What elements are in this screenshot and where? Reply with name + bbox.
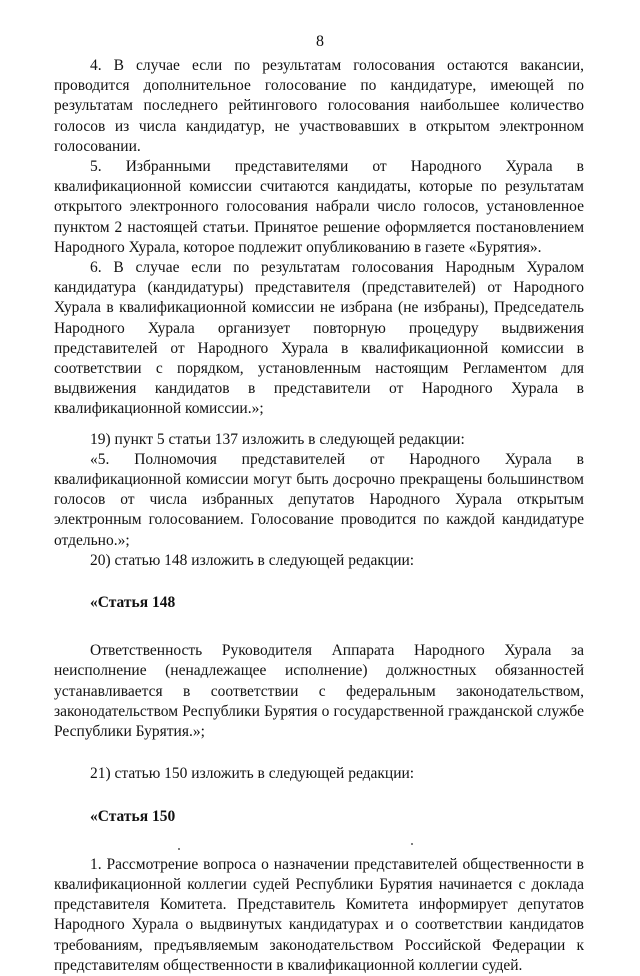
document-body (54, 56, 584, 976)
article-148-text: Ответственность Руководителя Аппарата Народного Хурала за неисполнение (ненадлежащее исполнение) должностных обязанностей устанавливается в соответствии с федеральным законодательством, законодательством Республики Бурятия о государственной гражданской службе Республики Бурятия.»; (54, 642, 584, 741)
amendment-item-19: 19) пункт 5 статьи 137 изложить в следующей редакции: (90, 430, 465, 448)
article-150-heading: «Статья 150 (90, 807, 176, 825)
amendment-item-20: 20) статью 148 изложить в следующей редакции: (90, 551, 415, 569)
paragraph-5: 5. Избранными представителями от Народного Хурала в квалификационной комиссии считаются кандидаты, которые по результатам открытого электронного голосования набрали число голосов, установленное пунктом 2 настоящей статьи. Принятое решение оформляется постановлением Народного Хурала, которое подлежит опубликованию в газете «Бурятия». (54, 158, 584, 256)
amendment-item-21: 21) статью 150 изложить в следующей редакции: (90, 765, 415, 783)
amendment-item-19-text: «5. Полномочия представителей от Народного Хурала в квалификационной комиссии могут быть досрочно прекращены большинством голосов от числа избранных депутатов Народного Хурала открытым электронным голосованием. Голосование проводится по каждой кандидатуре отдельно.»; (54, 450, 584, 549)
paragraph-4: 4. В случае если по результатам голосования остаются вакансии, проводится дополнительное голосование по кандидатуре, имеющей по результатам последнего рейтингового голосования наибольшее количество голосов из числа кандидатур, не участвовавших в открытом электронном голосовании. (54, 57, 584, 155)
article-150-paragraph-1: 1. Рассмотрение вопроса о назначении представителей общественности в квалификационной коллегии судей Республики Бурятия начинается с доклада представителя Комитета. Представитель Комитета информирует депутатов Народного Хурала о выдвинутых кандидатурах и о соответствии кандидатов требованиям, предъявляемым законодательством Российской Федерации к представителям общественности в квалификационной коллегии судей. (54, 855, 584, 974)
scan-speck (411, 843, 413, 845)
page-number: 8 (316, 33, 324, 50)
article-148-heading: «Статья 148 (90, 594, 176, 612)
scan-speck (178, 848, 180, 850)
paragraph-6: 6. В случае если по результатам голосования Народным Хуралом кандидатура (кандидатуры) представителя (представителей) от Народного Хурала в квалификационной комиссии не избрана (не избраны), Председатель Народного Хурала организует повторную процедуру выдвижения представителей от Народного Хурала в квалификационной комиссии в соответствии с порядком, установленным настоящим Регламентом для выдвижения кандидатов в представители от Народного Хурала в квалификационной комиссии.»; (54, 259, 584, 418)
